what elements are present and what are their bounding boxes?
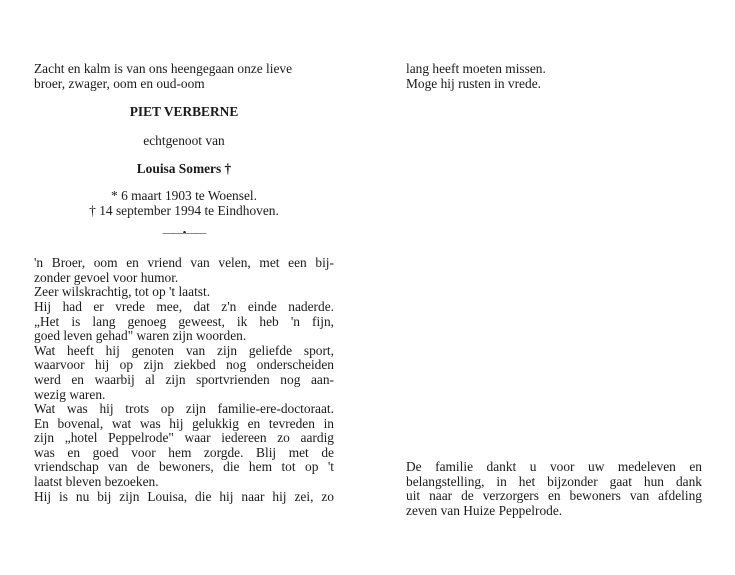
body-line: „Het is lang genoeg geweest, ik heb 'n fijn, [34, 313, 334, 329]
thanks-line: uit naar de verzorgers en bewoners van afdeling [406, 488, 702, 504]
intro-line-1: Zacht en kalm is van ons heengegaan onze lieve [34, 61, 293, 76]
continuation-line-1: lang heeft moeten missen. [406, 61, 546, 76]
thanks-line: De familie dankt u voor uw medeleven en [406, 459, 702, 474]
ornament-divider: ——•—— [162, 227, 206, 240]
body-line: was en goed voor hem zorgde. Blij met de [34, 444, 334, 460]
right-column-top [406, 62, 702, 91]
body-line: werd en waarbij al zijn sportvrienden nog aan- [34, 371, 334, 387]
death-date: † 14 september 1994 te Eindhoven. [89, 202, 279, 218]
body-line: Zeer wilskrachtig, tot op 't laatst. [34, 284, 211, 300]
body-line: zijn „hotel Peppelrode" waar iedereen zo aardig [34, 430, 334, 446]
body-line: waarvoor hij op zijn ziekbed nog onderscheiden [34, 357, 334, 373]
body-line: Wat was hij trots op zijn familie-ere-doctoraat. [34, 401, 334, 417]
body-line: wezig waren. [34, 386, 106, 402]
continuation-line-2: Moge hij rusten in vrede. [406, 75, 541, 91]
body-line: vriendschap van de bewoners, die hem tot op 't [34, 459, 334, 475]
body-line: 'n Broer, oom en vriend van velen, met een bij- [34, 255, 334, 271]
left-column [34, 62, 334, 504]
body-line: Hij is nu bij zijn Louisa, die hij naar hij zei, zo [34, 488, 334, 504]
birth-date: * 6 maart 1903 te Woensel. [111, 187, 257, 203]
thanks-line: zeven van Huize Peppelrode. [406, 502, 563, 518]
thanks-section [406, 460, 702, 518]
deceased-name: PIET VERBERNE [129, 104, 239, 120]
spouse-label: echtgenoot van [143, 132, 225, 148]
body-line: goed leven gehad" waren zijn woorden. [34, 328, 247, 344]
body-line: En bovenal, wat was hij gelukkig en tevreden in [34, 415, 334, 431]
body-line: Wat heeft hij genoten van zijn geliefde sport, [34, 342, 334, 358]
intro-line-2: broer, zwager, oom en oud-oom [34, 75, 205, 91]
body-line: Hij had er vrede mee, dat z'n einde naderde. [34, 298, 334, 314]
body-line: zonder gevoel voor humor. [34, 269, 179, 285]
body-line: laatst bleven bezoeken. [34, 474, 159, 490]
thanks-line: belangstelling, in het bijzonder gaat hun dank [406, 473, 702, 489]
spouse-name: Louisa Somers † [136, 161, 232, 177]
